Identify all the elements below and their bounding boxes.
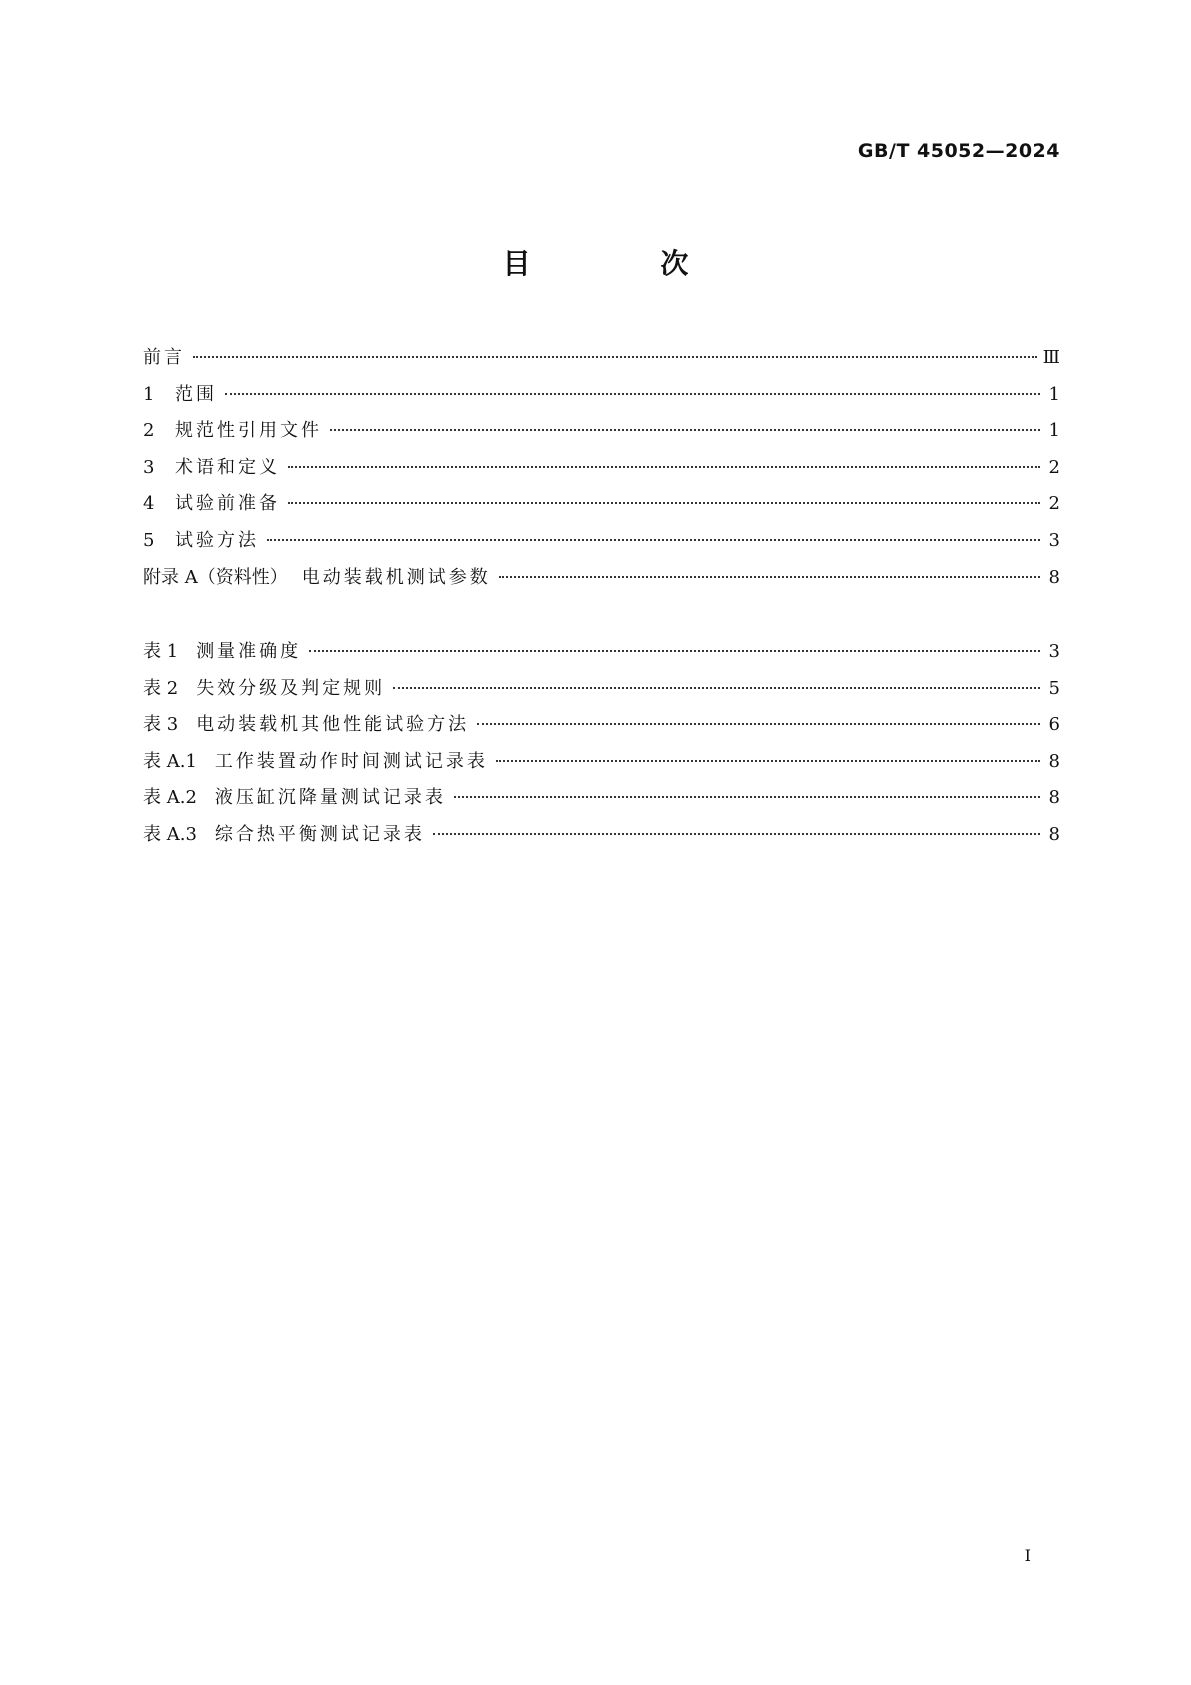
toc-page-number: 6: [1048, 714, 1060, 736]
toc-entry-title: 液压缸沉降量测试记录表: [214, 787, 446, 809]
toc-entry-section-4[interactable]: [143, 489, 1060, 526]
toc-page-number: 8: [1048, 823, 1060, 845]
dot-leader: [330, 429, 1040, 431]
toc-entry-title: 电动装载机测试参数: [301, 566, 491, 588]
toc-entry-table-1[interactable]: [143, 637, 1060, 674]
dot-leader: [393, 687, 1040, 689]
dot-leader: [477, 723, 1040, 725]
toc-entry-number: 4: [143, 493, 155, 515]
toc-entry-title: 工作装置动作时间测试记录表: [214, 750, 488, 772]
dot-leader: [193, 356, 1037, 358]
toc-page-number: 1: [1048, 383, 1060, 405]
toc-page-number: 2: [1048, 493, 1060, 515]
dot-leader: [225, 393, 1040, 395]
toc-page-number: 8: [1048, 750, 1060, 772]
dot-leader: [309, 650, 1040, 652]
toc-page-number: 3: [1048, 529, 1060, 551]
toc-page-number: 5: [1048, 677, 1060, 699]
page-number: Ⅰ: [1024, 1546, 1031, 1565]
toc-entry-section-1[interactable]: [143, 380, 1060, 417]
toc-entry-title: 规范性引用文件: [175, 420, 322, 442]
toc-entry-title: 电动装载机其他性能试验方法: [196, 714, 470, 736]
toc-entry-title: 术语和定义: [175, 456, 280, 478]
toc-entry-title: 综合热平衡测试记录表: [214, 823, 425, 845]
toc-entry-number: 附录 A（资料性）: [143, 566, 288, 588]
dot-leader: [288, 502, 1040, 504]
toc-entry-number: 3: [143, 456, 155, 478]
toc-entry-number: 5: [143, 529, 155, 551]
toc-page-number: 2: [1048, 456, 1060, 478]
toc-entry-title: 失效分级及判定规则: [196, 677, 386, 699]
toc-entry-number: 表 3: [143, 714, 179, 736]
toc-entry-table-2[interactable]: [143, 674, 1060, 711]
toc-entry-title: 试验前准备: [175, 493, 280, 515]
toc-entry-number: 表 A.3: [143, 823, 197, 845]
toc-entry-section-3[interactable]: [143, 453, 1060, 490]
toc-entry-title: 范围: [175, 383, 217, 405]
toc-page-number: 8: [1048, 787, 1060, 809]
toc-page-number: 8: [1048, 566, 1060, 588]
toc-entry-appendix-a[interactable]: [143, 563, 1060, 600]
toc-tables-list: [143, 637, 1060, 857]
dot-leader: [499, 576, 1040, 578]
toc-entry-title: 测量准确度: [196, 641, 302, 662]
dot-leader: [496, 760, 1040, 762]
dot-leader: [433, 833, 1040, 835]
dot-leader: [454, 796, 1040, 798]
toc-entry-table-a1[interactable]: [143, 747, 1060, 784]
toc-entry-number: 2: [143, 420, 155, 442]
toc-entry-section-5[interactable]: [143, 526, 1060, 563]
toc-entry-number: 表 2: [143, 677, 179, 699]
toc-page-number: 3: [1048, 641, 1060, 662]
toc-entry-number: 1: [143, 383, 155, 405]
toc-entry-title: 前言: [143, 347, 185, 368]
toc-entry-table-3[interactable]: [143, 710, 1060, 747]
toc-entry-number: 表 1: [143, 641, 179, 662]
toc-entry-section-2[interactable]: [143, 416, 1060, 453]
toc-page-number: 1: [1048, 420, 1060, 442]
toc-entry-table-a2[interactable]: [143, 783, 1060, 820]
toc-entry-number: 表 A.1: [143, 750, 197, 772]
dot-leader: [288, 466, 1040, 468]
toc-entry-foreword[interactable]: [143, 343, 1060, 380]
toc-sections-list: [143, 343, 1060, 599]
toc-entry-number: 表 A.2: [143, 787, 197, 809]
dot-leader: [267, 539, 1040, 541]
toc-page-number: Ⅲ: [1042, 347, 1060, 368]
toc-entry-table-a3[interactable]: [143, 820, 1060, 857]
page-title: 目 次: [502, 247, 749, 280]
toc-entry-title: 试验方法: [175, 529, 259, 551]
standard-number: GB/T 45052—2024: [857, 140, 1060, 162]
